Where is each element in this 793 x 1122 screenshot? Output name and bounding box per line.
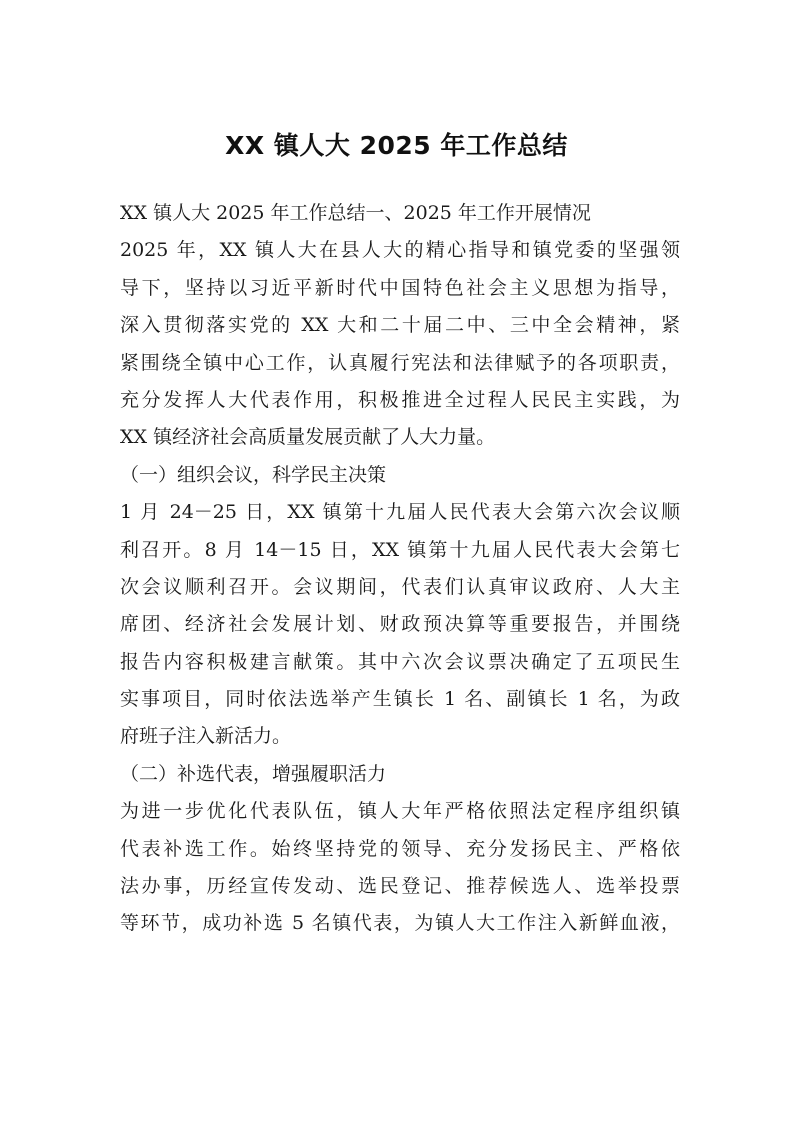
section-heading: （二）补选代表，增强履职活力 [120, 762, 387, 785]
body-line: 实事项目，同时依法选举产生镇长 1 名、副镇长 1 名，为政 [120, 688, 680, 711]
body-line: 为进一步优化代表队伍，镇人大年严格依照法定程序组织镇 [120, 800, 680, 823]
body-line: 1 月 24－25 日，XX 镇第十九届人民代表大会第六次会议顺 [120, 501, 680, 524]
section-heading: （一）组织会议，科学民主决策 [120, 463, 387, 486]
body-line: XX 镇经济社会高质量发展贡献了人大力量。 [120, 426, 496, 449]
body-line: 紧围绕全镇中心工作，认真履行宪法和法律赋予的各项职责， [120, 351, 680, 374]
document-body [120, 195, 680, 943]
body-line: 利召开。8 月 14－15 日，XX 镇第十九届人民代表大会第七 [120, 538, 680, 561]
document-title: XX 镇人大 2025 年工作总结 [225, 131, 568, 160]
body-line: 2025 年，XX 镇人大在县人大的精心指导和镇党委的坚强领 [120, 239, 680, 262]
body-line: 席团、经济社会发展计划、财政预决算等重要报告，并围绕 [120, 613, 680, 636]
body-line: 代表补选工作。始终坚持党的领导、充分发扬民主、严格依 [120, 837, 680, 860]
body-line: 报告内容积极建言献策。其中六次会议票决确定了五项民生 [120, 650, 680, 673]
body-line: 次会议顺利召开。会议期间，代表们认真审议政府、人大主 [120, 575, 680, 598]
body-line: 府班子注入新活力。 [120, 725, 292, 748]
body-line: 导下，坚持以习近平新时代中国特色社会主义思想为指导， [120, 276, 680, 299]
body-line: XX 镇人大 2025 年工作总结一、2025 年工作开展情况 [120, 202, 591, 224]
body-line: 等环节，成功补选 5 名镇代表，为镇人大工作注入新鲜血液， [120, 912, 680, 935]
body-line: 深入贯彻落实党的 XX 大和二十届二中、三中全会精神，紧 [120, 314, 680, 337]
body-line: 法办事，历经宣传发动、选民登记、推荐候选人、选举投票 [120, 875, 680, 898]
body-line: 充分发挥人大代表作用，积极推进全过程人民民主实践，为 [120, 388, 680, 411]
